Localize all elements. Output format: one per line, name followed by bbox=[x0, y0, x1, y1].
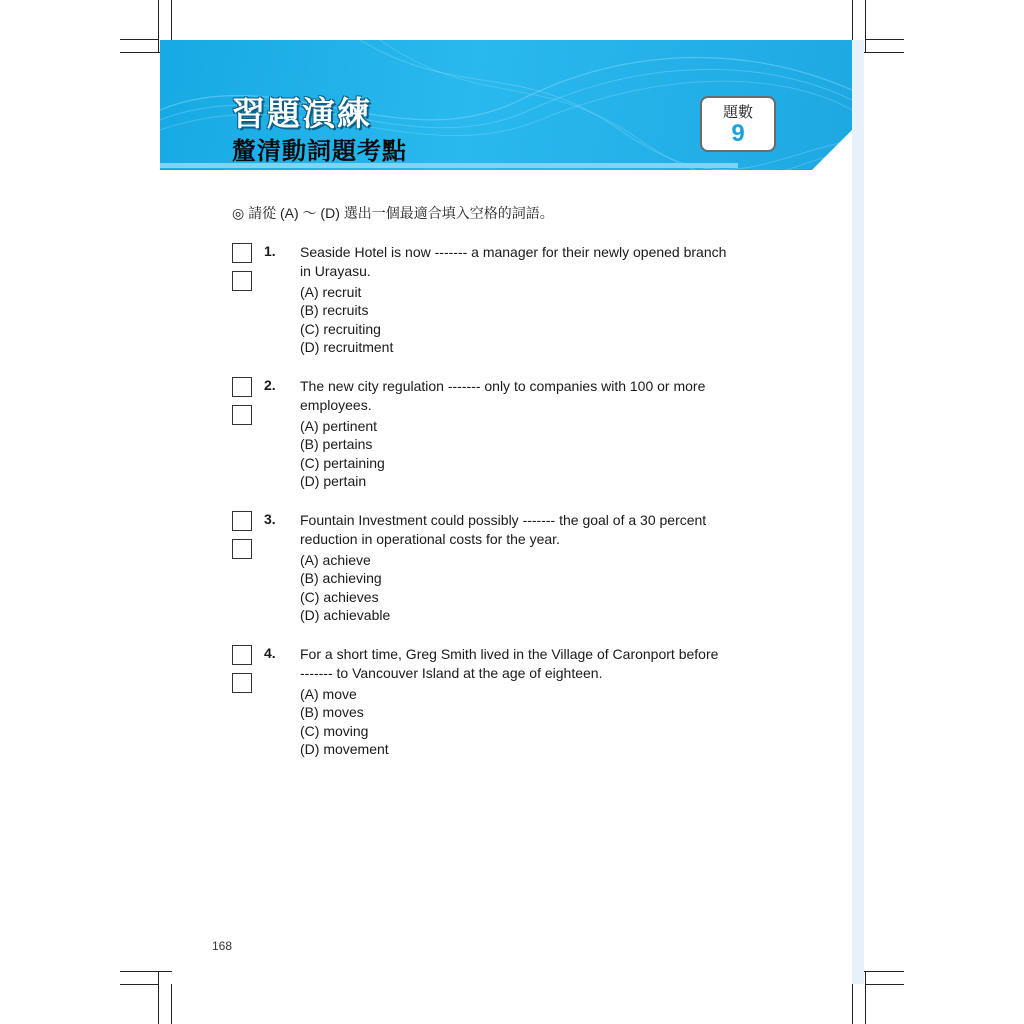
option-list bbox=[300, 685, 389, 759]
crop-mark-tr-v2 bbox=[865, 0, 866, 52]
question-number: 3. bbox=[264, 511, 276, 527]
question-text: Fountain Investment could possibly ------- the goal of a 30 percent reduction in operational costs for the year. bbox=[300, 512, 707, 547]
question-number: 2. bbox=[264, 377, 276, 393]
answer-checkbox-1[interactable] bbox=[232, 243, 252, 263]
option-c: (C) achieves bbox=[300, 588, 379, 605]
question-item bbox=[232, 511, 792, 631]
instruction-text: ◎ 請從 (A) ～ (D) 選出一個最適合填入空格的詞語。 bbox=[232, 205, 554, 221]
answer-checkbox-2[interactable] bbox=[232, 539, 252, 559]
option-a: (A) achieve bbox=[300, 552, 371, 568]
question-number: 1. bbox=[264, 243, 276, 259]
option-d: (D) pertain bbox=[300, 473, 367, 490]
option-list bbox=[300, 417, 385, 491]
question-count-badge bbox=[700, 96, 776, 152]
option-d: (D) movement bbox=[300, 741, 389, 758]
answer-checkbox-1[interactable] bbox=[232, 377, 252, 397]
option-list bbox=[300, 551, 390, 625]
option-b: (B) achieving bbox=[300, 570, 382, 587]
question-item bbox=[232, 645, 792, 765]
answer-checkbox-1[interactable] bbox=[232, 645, 252, 665]
page-edge-strip bbox=[852, 40, 864, 984]
option-b: (B) moves bbox=[300, 704, 364, 721]
crop-mark-bl-v bbox=[158, 972, 159, 1024]
page-number: 168 bbox=[212, 939, 233, 953]
crop-mark-br-v2 bbox=[865, 972, 866, 1024]
option-a: (A) pertinent bbox=[300, 418, 378, 434]
option-c: (C) recruiting bbox=[300, 320, 381, 337]
question-text: For a short time, Greg Smith lived in the Village of Caronport before ------- to Vancouver Island at the age of eighteen. bbox=[300, 646, 719, 681]
answer-checkbox-2[interactable] bbox=[232, 673, 252, 693]
option-a: (A) recruit bbox=[300, 284, 362, 300]
answer-checkbox-1[interactable] bbox=[232, 511, 252, 531]
crop-mark-tl-v2 bbox=[171, 0, 172, 40]
option-list bbox=[300, 283, 393, 357]
banner-corner-cut bbox=[812, 130, 852, 170]
crop-mark-bl-h bbox=[120, 971, 172, 972]
option-c: (C) moving bbox=[300, 722, 369, 739]
option-a: (A) move bbox=[300, 686, 357, 702]
crop-mark-br-v bbox=[852, 984, 853, 1024]
crop-mark-tl-h2 bbox=[120, 39, 158, 40]
crop-mark-tr-v bbox=[852, 0, 853, 40]
option-c: (C) pertaining bbox=[300, 454, 385, 471]
question-count-label: 題數 bbox=[722, 104, 753, 121]
question-count-number: 9 bbox=[731, 120, 745, 147]
crop-mark-tl-v bbox=[158, 0, 159, 52]
crop-mark-bl-h2 bbox=[120, 984, 158, 985]
page-subtitle: 釐清動詞題考點 bbox=[232, 138, 407, 165]
page-title: 習題演練 bbox=[232, 95, 372, 132]
crop-mark-br-h2 bbox=[865, 984, 904, 985]
answer-checkbox-2[interactable] bbox=[232, 405, 252, 425]
question-text: Seaside Hotel is now ------- a manager for their newly opened branch in Urayasu. bbox=[300, 244, 727, 279]
answer-checkbox-2[interactable] bbox=[232, 271, 252, 291]
question-item bbox=[232, 243, 792, 363]
question-item bbox=[232, 377, 792, 497]
option-d: (D) recruitment bbox=[300, 339, 394, 356]
option-b: (B) recruits bbox=[300, 302, 369, 319]
question-text: The new city regulation ------- only to companies with 100 or more employees. bbox=[300, 378, 706, 413]
question-number: 4. bbox=[264, 645, 276, 661]
option-d: (D) achievable bbox=[300, 607, 391, 624]
crop-mark-tr-h2 bbox=[865, 39, 904, 40]
option-b: (B) pertains bbox=[300, 436, 373, 453]
crop-mark-bl-v2 bbox=[171, 984, 172, 1024]
